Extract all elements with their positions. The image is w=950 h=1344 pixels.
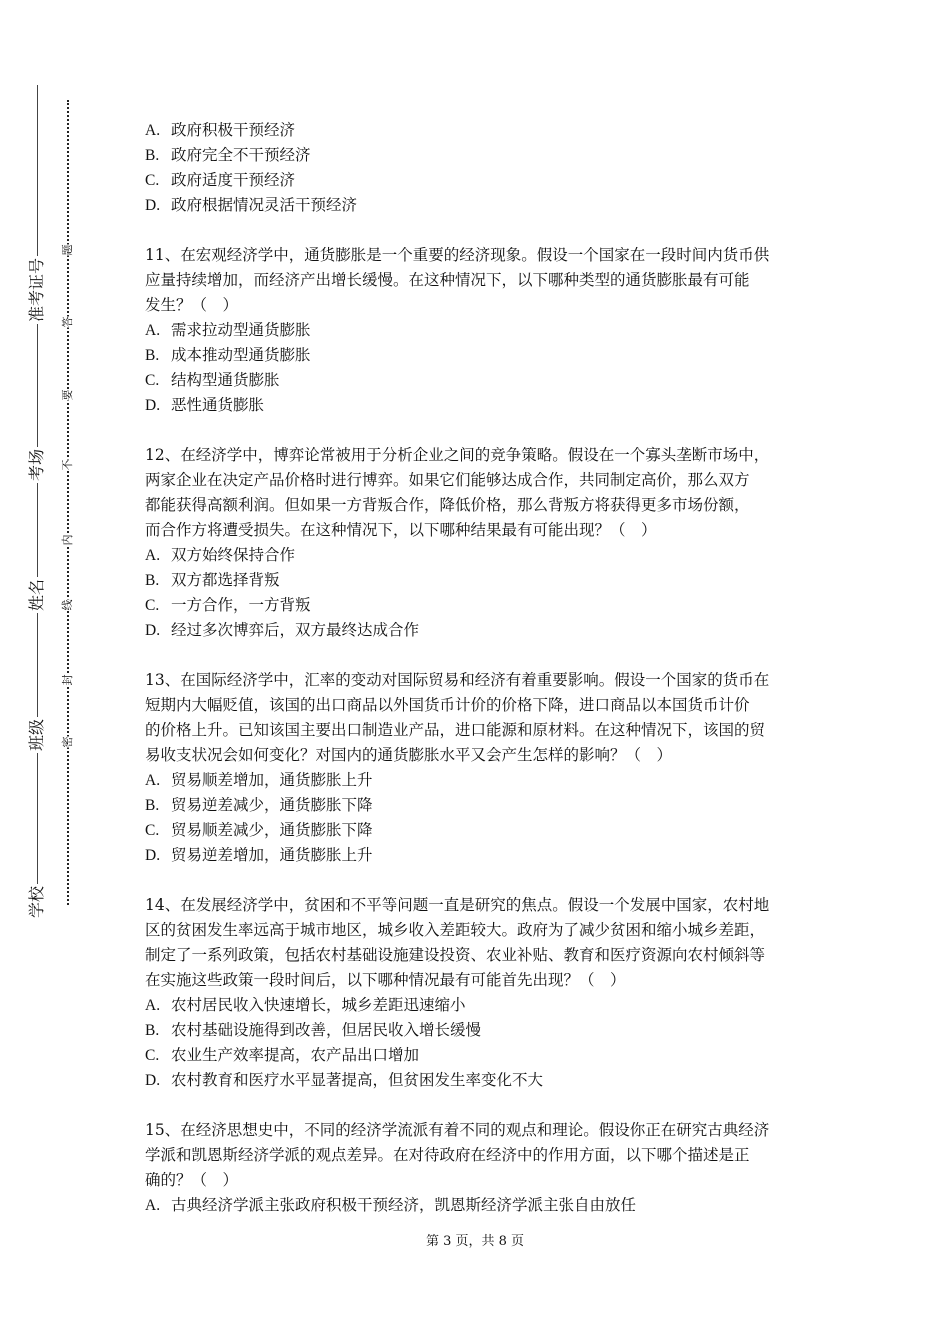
option-letter: D. — [145, 622, 161, 639]
option — [145, 368, 825, 393]
option-text: 农村教育和医疗水平显著提高，但贫困发生率变化不大 — [171, 1071, 544, 1089]
question-stem-line: 发生？（ ） — [145, 296, 239, 314]
option-letter: B. — [145, 347, 160, 364]
spacer — [145, 218, 825, 243]
question-stem-line: 易收支状况会如何变化？对国内的通货膨胀水平又会产生怎样的影响？（ ） — [145, 746, 673, 764]
option — [145, 393, 825, 418]
option-letter: D. — [145, 847, 161, 864]
option — [145, 793, 825, 818]
option-text: 贸易顺差增加，通货膨胀上升 — [171, 771, 373, 789]
seal-char: 答 — [61, 316, 74, 328]
option-text: 农村居民收入快速增长，城乡差距迅速缩小 — [171, 996, 466, 1014]
option-letter: C. — [145, 597, 160, 614]
question-stem-line: 在实施这些政策一段时间后，以下哪种情况最有可能首先出现？（ ） — [145, 971, 626, 989]
option-text: 需求拉动型通货膨胀 — [171, 321, 311, 339]
question-stem-line: 12、在经济学中，博弈论常被用于分析企业之间的竞争策略。假设在一个寡头垄断市场中， — [145, 446, 770, 464]
option-letter: D. — [145, 197, 161, 214]
option-text: 恶性通货膨胀 — [171, 396, 265, 414]
option-letter: B. — [145, 572, 160, 589]
option — [145, 193, 825, 218]
spacer — [145, 1093, 825, 1118]
option — [145, 1193, 825, 1218]
option-text: 双方都选择背叛 — [171, 571, 280, 589]
option-letter: A. — [145, 122, 161, 139]
option-text: 政府适度干预经济 — [171, 171, 296, 189]
option-text: 农村基础设施得到改善，但居民收入增长缓慢 — [171, 1021, 482, 1039]
option-text: 政府积极干预经济 — [171, 121, 296, 139]
question-content — [145, 118, 825, 1218]
option — [145, 118, 825, 143]
option — [145, 818, 825, 843]
option — [145, 1043, 825, 1068]
question-stem-line: 的价格上升。已知该国主要出口制造业产品，进口能源和原材料。在这种情况下，该国的贸 — [145, 721, 766, 739]
option — [145, 1018, 825, 1043]
class-label: 班级 — [27, 718, 46, 752]
seal-char: 封 — [61, 674, 74, 686]
seal-char: 不 — [61, 459, 74, 471]
question-stem-line: 13、在国际经济学中，汇率的变动对国际贸易和经济有着重要影响。假设一个国家的货币在 — [145, 671, 770, 689]
option-text: 经过多次博弈后，双方最终达成合作 — [171, 621, 420, 639]
seal-char: 要 — [61, 389, 74, 401]
option — [145, 318, 825, 343]
seal-char: 题 — [61, 244, 74, 256]
option — [145, 768, 825, 793]
question-stem-line: 应量持续增加，而经济产出增长缓慢。在这种情况下，以下哪种类型的通货膨胀最有可能 — [145, 271, 750, 289]
option — [145, 1068, 825, 1093]
option-letter: D. — [145, 397, 161, 414]
option-letter: A. — [145, 772, 161, 789]
option-letter: B. — [145, 1022, 160, 1039]
option — [145, 168, 825, 193]
question-stem-line: 制定了一系列政策，包括农村基础设施建设投资、农业补贴、教育和医疗资源向农村倾斜等 — [145, 946, 766, 964]
binding-line — [37, 85, 38, 905]
option-letter: A. — [145, 322, 161, 339]
option-text: 双方始终保持合作 — [171, 546, 296, 564]
option-letter: B. — [145, 797, 160, 814]
page-number: 第 3 页，共 8 页 — [425, 1234, 525, 1249]
option-letter: D. — [145, 1072, 161, 1089]
option — [145, 618, 825, 643]
option-letter: C. — [145, 172, 160, 189]
option-letter: C. — [145, 1047, 160, 1064]
seal-char: 线 — [61, 599, 74, 611]
option-letter: A. — [145, 1197, 161, 1214]
exam-id-label: 准考证号 — [27, 257, 46, 323]
question-stem-line: 而合作方将遭受损失。在这种情况下，以下哪种结果最有可能出现？（ ） — [145, 521, 657, 539]
option — [145, 843, 825, 868]
name-label: 姓名 — [27, 578, 46, 612]
option — [145, 993, 825, 1018]
option-text: 一方合作，一方背叛 — [171, 596, 311, 614]
seal-dotted-line — [67, 100, 69, 905]
option-text: 政府根据情况灵活干预经济 — [171, 196, 358, 214]
spacer — [145, 868, 825, 893]
spacer — [145, 418, 825, 443]
option — [145, 593, 825, 618]
option-letter: C. — [145, 372, 160, 389]
option-text: 贸易逆差增加，通货膨胀上升 — [171, 846, 373, 864]
question-stem-line: 短期内大幅贬值，该国的出口商品以外国货币计价的价格下降，进口商品以本国货币计价 — [145, 696, 750, 714]
question-stem-line: 区的贫困发生率远高于城市地区，城乡收入差距较大。政府为了减少贫困和缩小城乡差距， — [145, 921, 766, 939]
question-stem-line: 学派和凯恩斯经济学派的观点差异。在对待政府在经济中的作用方面，以下哪个描述是正 — [145, 1146, 750, 1164]
option — [145, 343, 825, 368]
option-letter: B. — [145, 147, 160, 164]
option-text: 结构型通货膨胀 — [171, 371, 280, 389]
option-text: 贸易顺差减少，通货膨胀下降 — [171, 821, 373, 839]
option-text: 古典经济学派主张政府积极干预经济，凯恩斯经济学派主张自由放任 — [171, 1196, 637, 1214]
option-letter: C. — [145, 822, 160, 839]
question-stem-line: 确的？（ ） — [145, 1171, 239, 1189]
question-stem-line: 14、在发展经济学中，贫困和不平等问题一直是研究的焦点。假设一个发展中国家，农村地 — [145, 896, 770, 914]
school-label: 学校 — [27, 885, 46, 919]
seal-char: 密 — [61, 736, 74, 748]
seal-char: 内 — [61, 534, 74, 546]
question-stem-line: 都能获得高额利润。但如果一方背叛合作，降低价格，那么背叛方将获得更多市场份额， — [145, 496, 750, 514]
option-text: 贸易逆差减少，通货膨胀下降 — [171, 796, 373, 814]
option — [145, 543, 825, 568]
question-stem-line: 两家企业在决定产品价格时进行博弈。如果它们能够达成合作，共同制定高价，那么双方 — [145, 471, 750, 489]
question-stem-line: 11、在宏观经济学中，通货膨胀是一个重要的经济现象。假设一个国家在一段时间内货币供 — [145, 246, 770, 264]
option-text: 农业生产效率提高，农产品出口增加 — [171, 1046, 420, 1064]
option-text: 成本推动型通货膨胀 — [171, 346, 311, 364]
question-stem-line: 15、在经济思想史中，不同的经济学流派有着不同的观点和理论。假设你正在研究古典经济 — [145, 1121, 770, 1139]
option-letter: A. — [145, 547, 161, 564]
option — [145, 143, 825, 168]
option-text: 政府完全不干预经济 — [171, 146, 311, 164]
spacer — [145, 643, 825, 668]
exam-room-label: 考场 — [27, 448, 46, 482]
option-letter: A. — [145, 997, 161, 1014]
option — [145, 568, 825, 593]
